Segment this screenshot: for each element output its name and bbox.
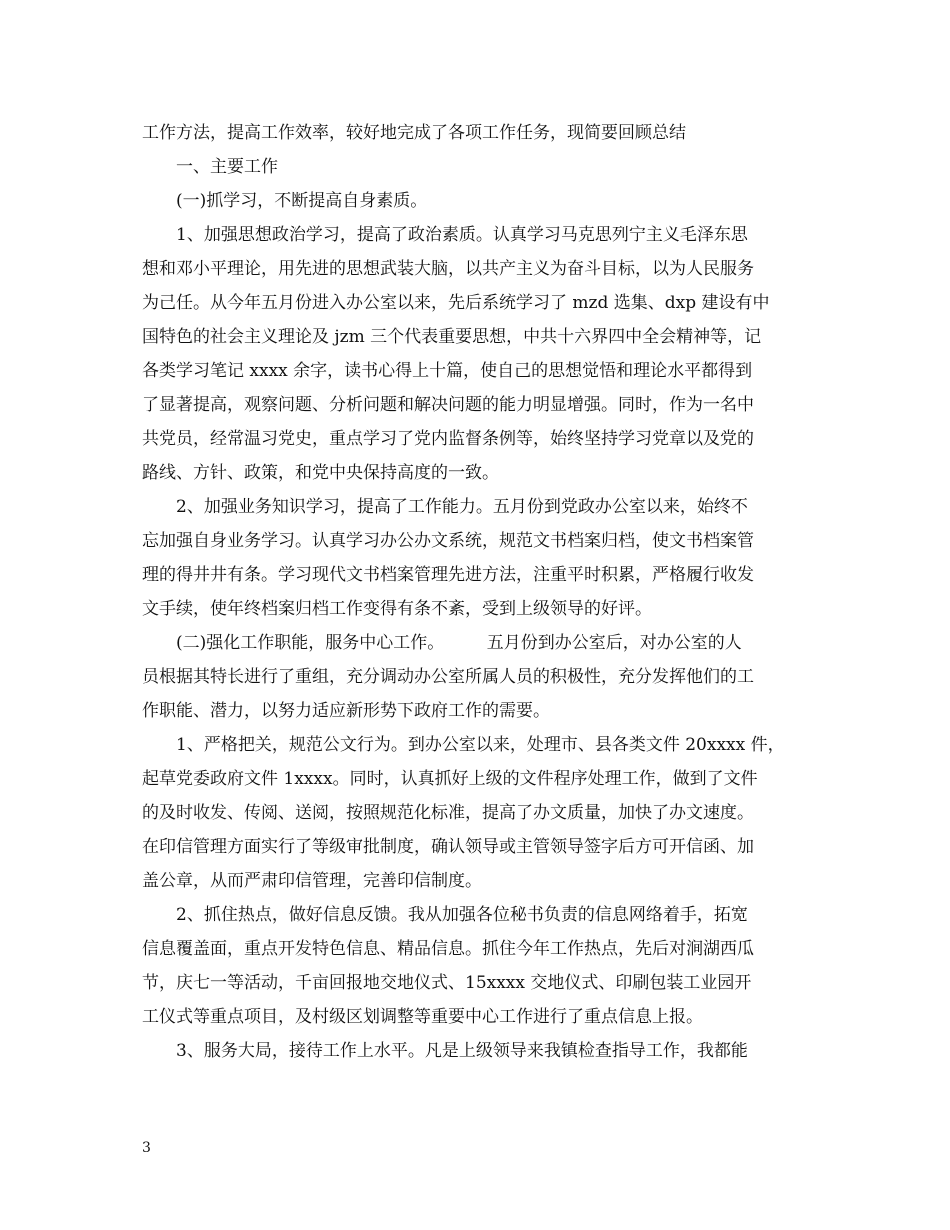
text-line: 忘加强自身业务学习。认真学习办公办文系统，规范文书档案归档，使文书档案管 (142, 531, 754, 551)
text-line: 为己任。从今年五月份进入办公室以来，先后系统学习了 mzd 选集、dxp 建设有中 (142, 293, 770, 313)
text-line: 1、严格把关，规范公文行为。到办公室以来，处理市、县各类文件 20xxxx 件， (176, 735, 785, 755)
text-line: 文手续，使年终档案归档工作变得有条不紊，受到上级领导的好评。 (142, 599, 652, 619)
text-line: 共党员，经常温习党史，重点学习了党内监督条例等，始终坚持学习党章以及党的 (142, 429, 754, 449)
document-body (142, 116, 812, 1068)
text-line: 盖公章，从而严肃印信管理，完善印信制度。 (142, 871, 482, 891)
text-line: 员根据其特长进行了重组，充分调动办公室所属人员的积极性，充分发挥他们的工 (142, 667, 754, 687)
text-line: 起草党委政府文件 1xxxx。同时，认真抓好上级的文件程序处理工作，做到了文件 (142, 769, 758, 789)
text-line: 了显著提高，观察问题、分析问题和解决问题的能力明显增强。同时，作为一名中 (142, 395, 754, 415)
text-line: (一)抓学习，不断提高自身素质。 (176, 191, 428, 211)
text-line: 的及时收发、传阅、送阅，按照规范化标准，提高了办文质量，加快了办文速度。 (142, 803, 754, 823)
text-line: (二)强化工作职能，服务中心工作。 五月份到办公室后，对办公室的人 (176, 633, 742, 653)
text-line: 国特色的社会主义理论及 jzm 三个代表重要思想，中共十六界四中全会精神等，记 (142, 327, 762, 347)
text-line: 1、加强思想政治学习，提高了政治素质。认真学习马克思列宁主义毛泽东思 (176, 225, 748, 245)
text-line: 节，庆七一等活动，千亩回报地交地仪式、15xxxx 交地仪式、印刷包装工业园开 (142, 973, 752, 993)
text-line: 2、加强业务知识学习，提高了工作能力。五月份到党政办公室以来，始终不 (176, 497, 748, 517)
text-line: 信息覆盖面，重点开发特色信息、精品信息。抓住今年工作热点，先后对涧湖西瓜 (142, 939, 754, 959)
text-line: 各类学习笔记 xxxx 余字，读书心得上十篇，使自己的思想觉悟和理论水平都得到 (142, 361, 753, 381)
text-line: 工仪式等重点项目，及村级区划调整等重要中心工作进行了重点信息上报。 (142, 1007, 703, 1027)
text-line: 在印信管理方面实行了等级审批制度，确认领导或主管领导签字后方可开信函、加 (142, 837, 754, 857)
text-line: 路线、方针、政策，和党中央保持高度的一致。 (142, 463, 499, 483)
text-line: 工作方法，提高工作效率，较好地完成了各项工作任务，现简要回顾总结 (142, 123, 686, 143)
text-line: 想和邓小平理论，用先进的思想武装大脑，以共产主义为奋斗目标，以为人民服务 (142, 259, 754, 279)
page-number: 3 (142, 1140, 151, 1156)
text-line: 2、抓住热点，做好信息反馈。我从加强各位秘书负责的信息网络着手，拓宽 (176, 905, 748, 925)
text-line: 作职能、潜力，以努力适应新形势下政府工作的需要。 (142, 701, 550, 721)
text-line: 理的得井井有条。学习现代文书档案管理先进方法，注重平时积累，严格履行收发 (142, 565, 754, 585)
text-line: 一、主要工作 (176, 157, 278, 177)
text-line: 3、服务大局，接待工作上水平。凡是上级领导来我镇检查指导工作，我都能 (176, 1041, 748, 1061)
